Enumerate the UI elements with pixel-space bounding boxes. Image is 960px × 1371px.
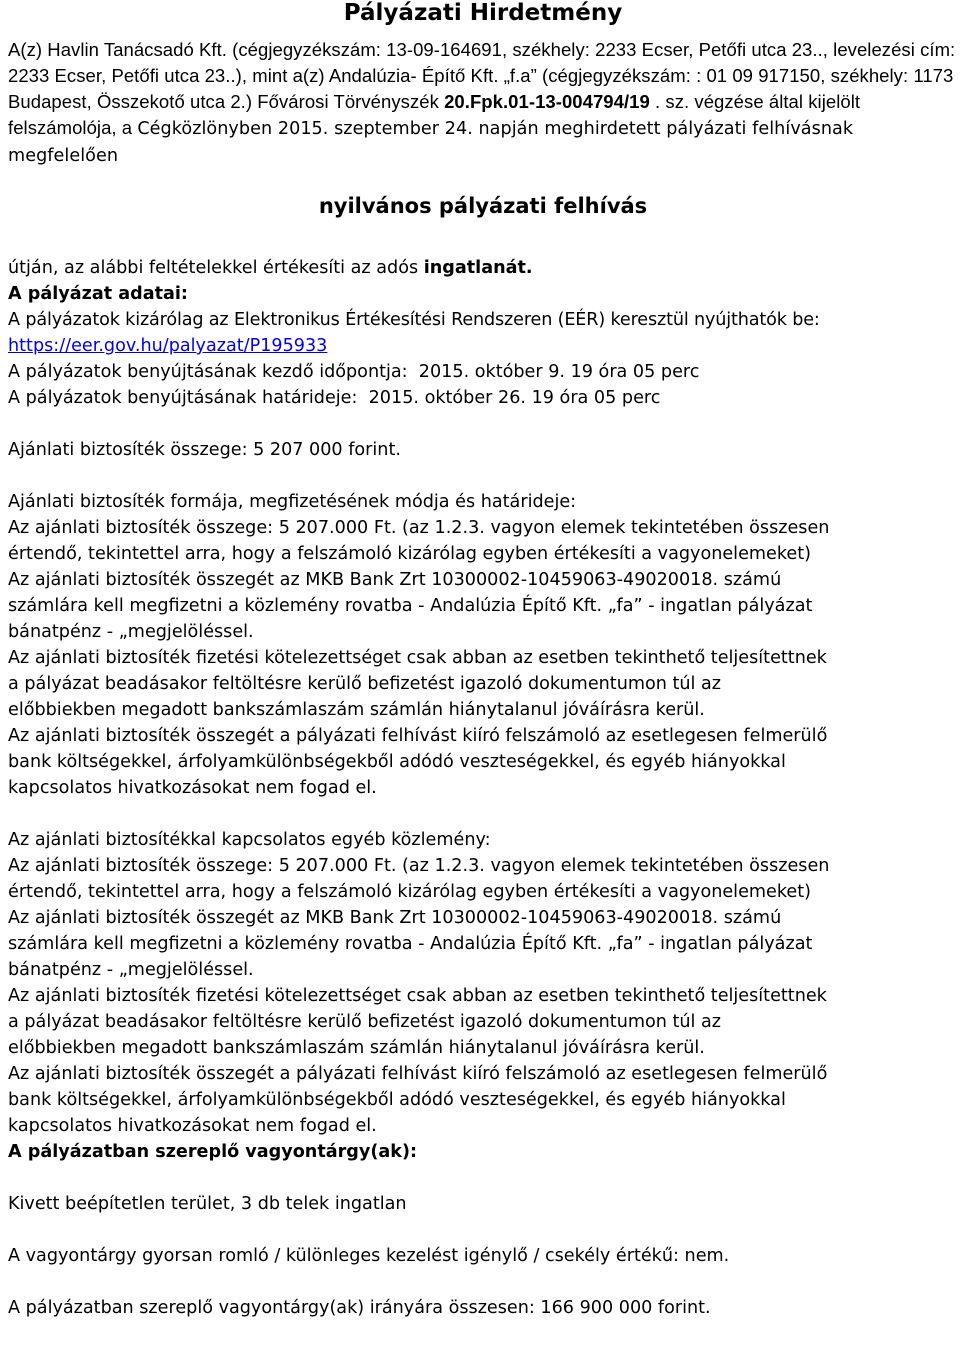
deadline-value: 2015. október 26. 19 óra 05 perc (368, 388, 661, 408)
tender-data-heading: A pályázat adatai: (8, 284, 188, 304)
intro-tail-2: Cégközlönyben 2015. szeptember 24. napján meghirdetett pályázati felhívásnak megfelelően (8, 119, 854, 166)
text-line: Az ajánlati biztosíték összegét a pályázati felhívást kiíró felszámoló az esetlegesen felmerülő (8, 726, 828, 746)
intro-tail-1: . sz. végzése által kijelölt felszámolója, a (8, 91, 861, 138)
assets-total-price: A pályázatban szereplő vagyontárgy(ak) irányára összesen: 166 900 000 forint. (8, 1298, 711, 1318)
tender-link[interactable]: https://eer.gov.hu/palyazat/P195933 (8, 336, 328, 356)
document-page (8, 0, 958, 1321)
assets-perishable: A vagyontárgy gyorsan romló / különleges kezelést igénylő / csekély értékű: nem. (8, 1246, 730, 1266)
start-value: 2015. október 9. 19 óra 05 perc (418, 362, 700, 382)
start-label: A pályázatok benyújtásának kezdő időpontja: (8, 362, 408, 382)
text-line: bánatpénz - „megjelöléssel. (8, 960, 254, 980)
text-line: számlára kell megfizetni a közlemény rovatba - Andalúzia Építő Kft. „fa” - ingatlan pályázat (8, 934, 813, 954)
text-line: Az ajánlati biztosíték összegét az MKB Bank Zrt 10300002-10459063-49020018. számú (8, 908, 782, 928)
case-number: 20.Fpk.01-13-004794/19 (444, 91, 650, 112)
text-line: bank költségekkel, árfolyamkülönbségekből adódó veszteségekkel, és egyéb hiányokkal (8, 1090, 786, 1110)
subtitle: nyilvános pályázati felhívás (318, 194, 648, 218)
text-line: kapcsolatos hivatkozásokat nem fogad el. (8, 1116, 377, 1136)
deadline-label: A pályázatok benyújtásának határideje: (8, 388, 358, 408)
text-line: bank költségekkel, árfolyamkülönbségekből adódó veszteségekkel, és egyéb hiányokkal (8, 752, 786, 772)
submission-text: A pályázatok kizárólag az Elektronikus Értékesítési Rendszeren (EÉR) keresztül nyújthatók be: (8, 310, 820, 330)
text-line: Az ajánlati biztosíték összege: 5 207.000 Ft. (az 1.2.3. vagyon elemek tekintetében összesen (8, 518, 830, 538)
bid-bond-amount: Ajánlati biztosíték összege: 5 207 000 forint. (8, 440, 401, 460)
bid-bond-other-lines (8, 853, 960, 1139)
text-line: számlára kell megfizetni a közlemény rovatba - Andalúzia Építő Kft. „fa” - ingatlan pályázat (8, 596, 813, 616)
bid-bond-form-heading: Ajánlati biztosíték formája, megfizetésének módja és határideje: (8, 492, 577, 512)
bid-bond-form-lines (8, 515, 960, 801)
text-line: a pályázat beadásakor feltöltésre kerülő befizetést igazoló dokumentumon túl az (8, 674, 722, 694)
text-line: kapcsolatos hivatkozásokat nem fogad el. (8, 778, 377, 798)
assets-heading: A pályázatban szereplő vagyontárgy(ak): (8, 1142, 418, 1162)
document-body (8, 255, 960, 1321)
text-line: értendő, tekintettel arra, hogy a felszámoló kizárólag egyben értékesíti a vagyonelemeket) (8, 544, 812, 564)
text-line: Az ajánlati biztosíték összegét a pályázati felhívást kiíró felszámoló az esetlegesen felmerülő (8, 1064, 828, 1084)
text-line: bánatpénz - „megjelöléssel. (8, 622, 254, 642)
text-line: a pályázat beadásakor feltöltésre kerülő befizetést igazoló dokumentumon túl az (8, 1012, 722, 1032)
conditions-bold: ingatlanát. (423, 258, 533, 278)
text-line: Az ajánlati biztosíték fizetési kötelezettséget csak abban az esetben tekinthető teljesítettnek (8, 648, 827, 668)
text-line: előbbiekben megadott bankszámlaszám számlán hiánytalanul jóváírásra kerül. (8, 1038, 705, 1058)
bid-bond-other-heading: Az ajánlati biztosítékkal kapcsolatos egyéb közlemény: (8, 830, 491, 850)
text-line: Az ajánlati biztosíték összegét az MKB Bank Zrt 10300002-10459063-49020018. számú (8, 570, 782, 590)
intro-paragraph (8, 37, 958, 169)
document-title: Pályázati Hirdetmény (343, 0, 623, 26)
text-line: előbbiekben megadott bankszámlaszám számlán hiánytalanul jóváírásra kerül. (8, 700, 705, 720)
start-line (8, 359, 960, 385)
conditions-line (8, 255, 960, 281)
conditions-text: útján, az alábbi feltételekkel értékesíti az adós (8, 258, 424, 278)
text-line: Az ajánlati biztosíték összege: 5 207.000 Ft. (az 1.2.3. vagyon elemek tekintetében összesen (8, 856, 830, 876)
intro-lead: A(z) Havlin Tanácsadó Kft. (cégjegyzékszám: 13-09-164691, székhely: 2233 Ecser, Petőfi utca 23.., levelezési cím: 2233 Ecser, Petőfi utca 23..), mint a(z) Andalúzia- Építő Kft. „f.a” (cégjegyzékszám: : 01 09 917150, székhely: 1173 Budapest, Összekotő utca 2.) Fővárosi Törvényszék (8, 39, 956, 112)
deadline-line (8, 385, 960, 411)
text-line: értendő, tekintettel arra, hogy a felszámoló kizárólag egyben értékesíti a vagyonelemeket) (8, 882, 812, 902)
assets-description: Kivett beépítetlen terület, 3 db telek ingatlan (8, 1194, 407, 1214)
text-line: Az ajánlati biztosíték fizetési kötelezettséget csak abban az esetben tekinthető teljesítettnek (8, 986, 827, 1006)
